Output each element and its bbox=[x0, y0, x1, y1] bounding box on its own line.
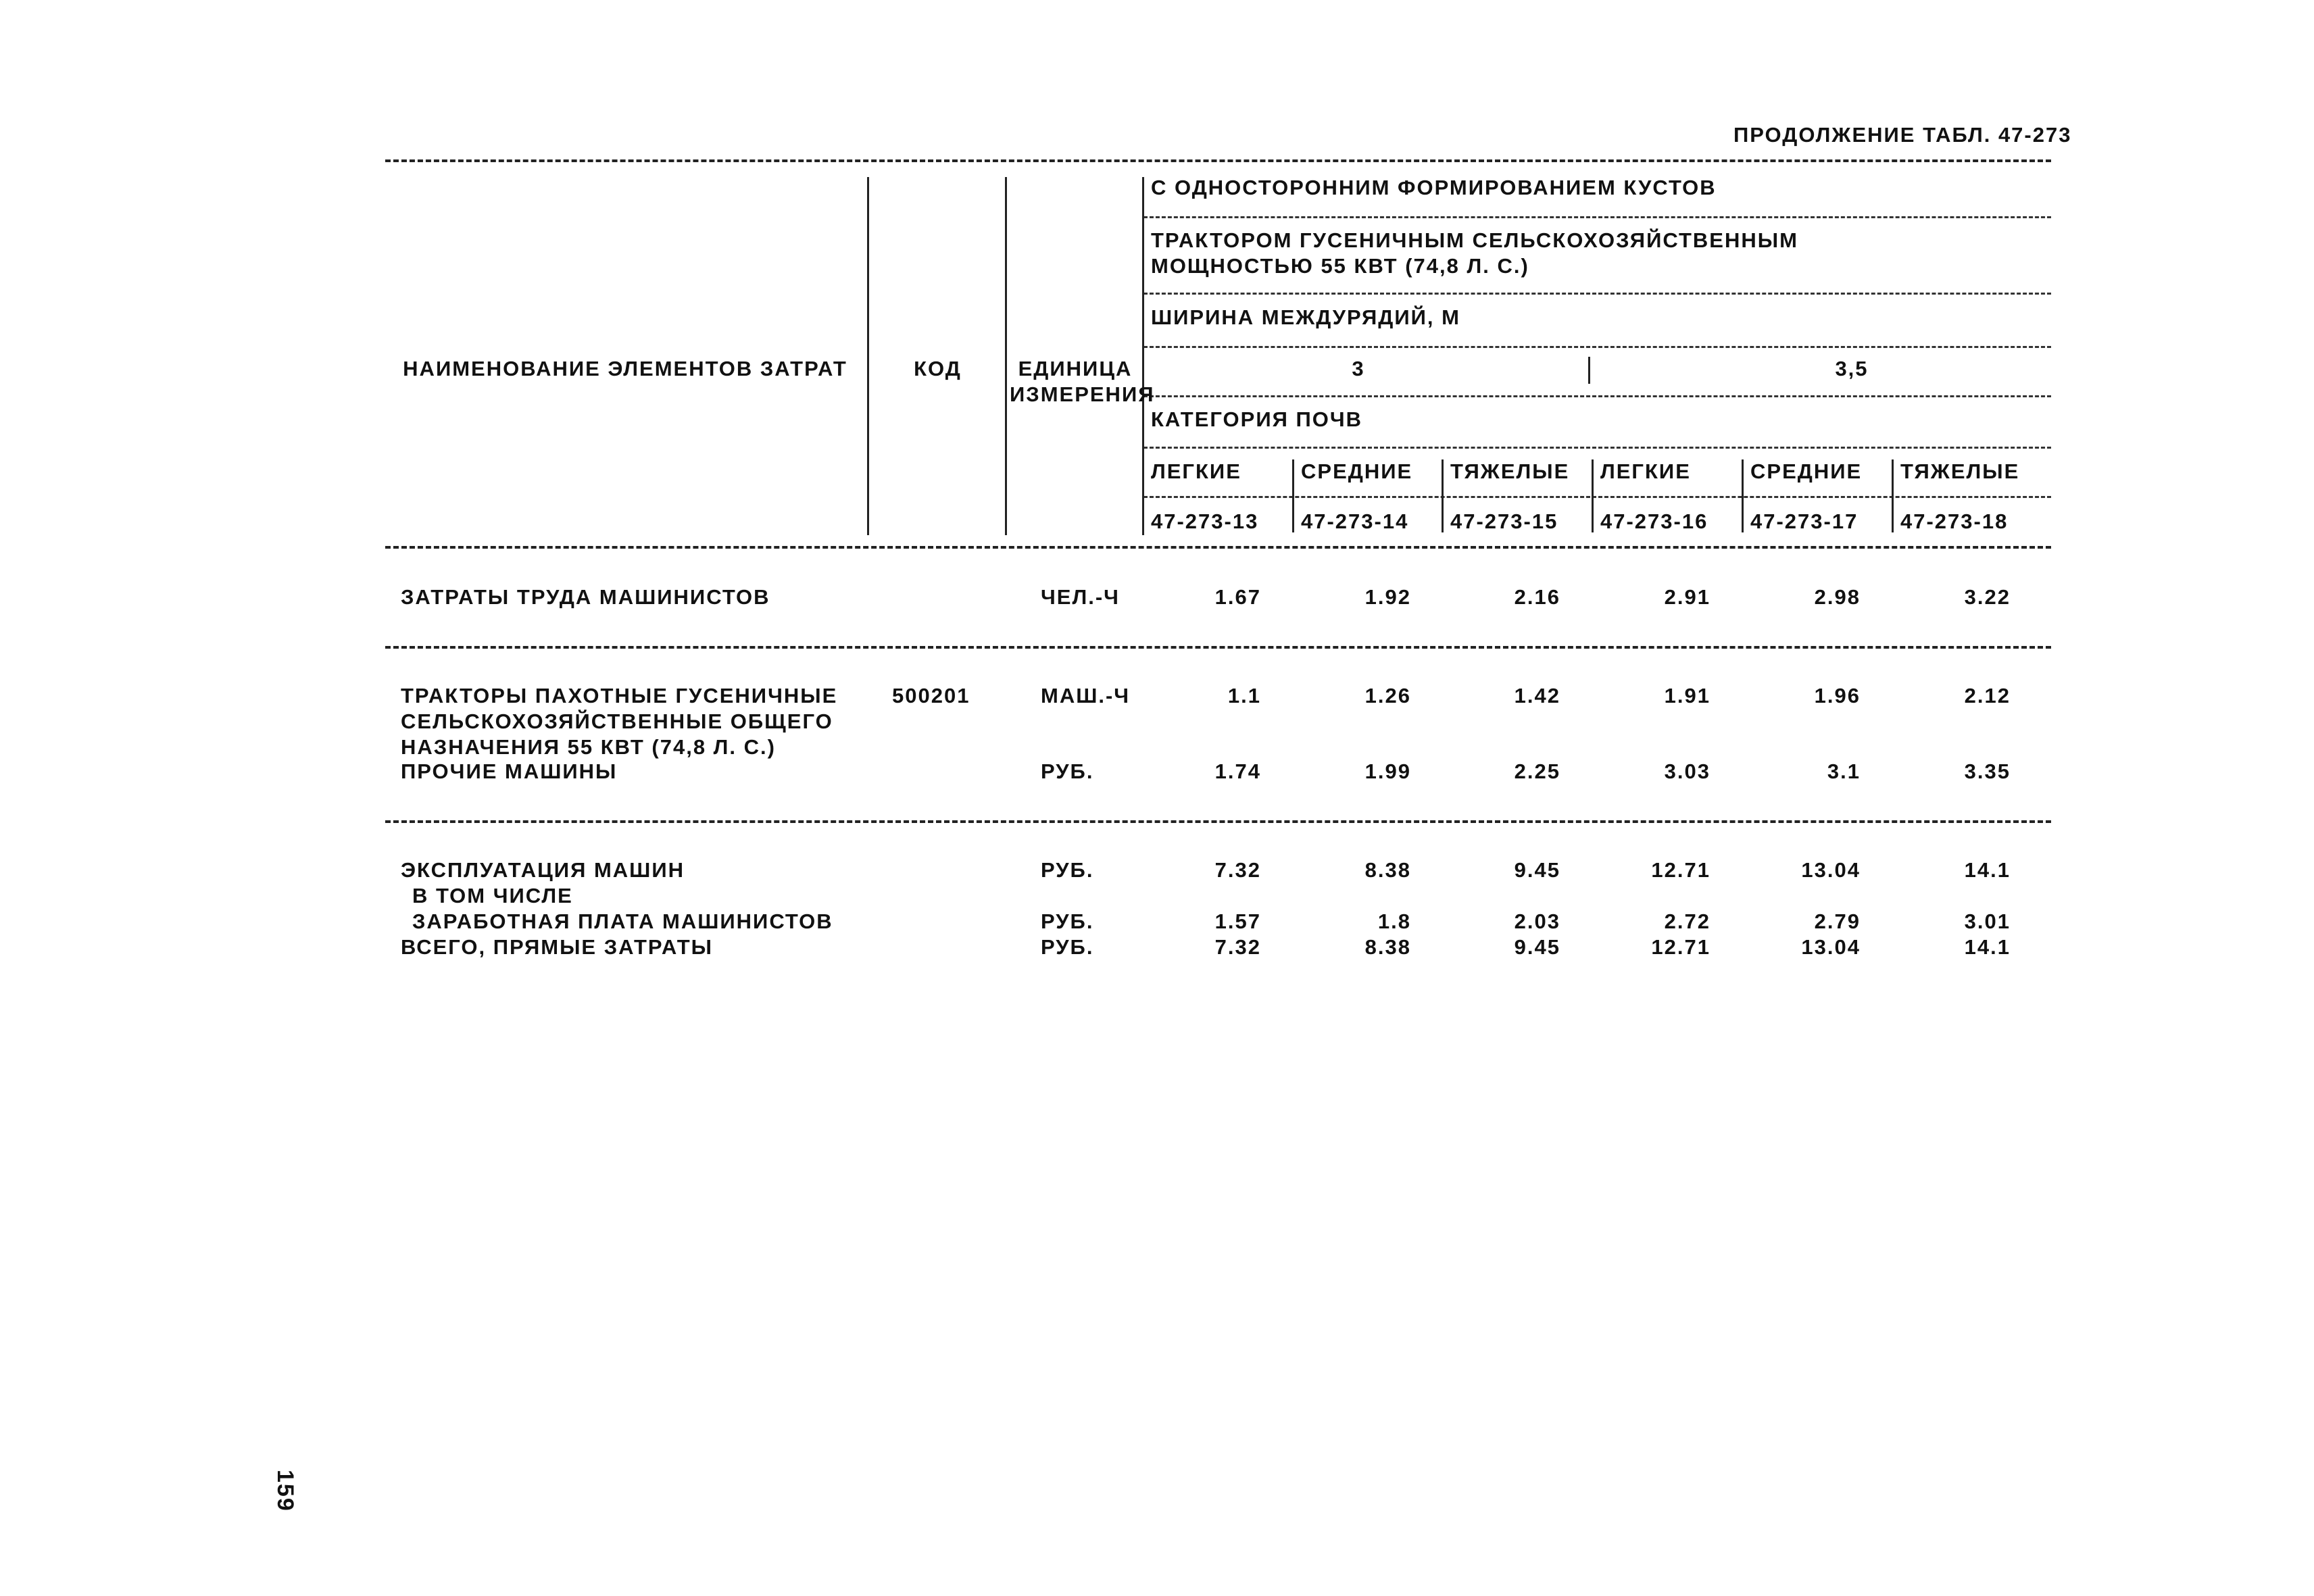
header-code-column: КОД bbox=[914, 357, 962, 380]
row-including-label: В ТОМ ЧИСЛЕ bbox=[412, 884, 573, 907]
header-divider-code bbox=[1005, 177, 1007, 535]
table-cell: 2.16 bbox=[1514, 585, 1560, 609]
soil-light-1: ЛЕГКИЕ bbox=[1151, 459, 1241, 483]
table-cell: 1.74 bbox=[1214, 759, 1261, 783]
header-tractor-line1: ТРАКТОРОМ ГУСЕНИЧНЫМ СЕЛЬСКОХОЗЯЙСТВЕННЫМ bbox=[1151, 228, 1798, 252]
table-cell: 7.32 bbox=[1214, 935, 1261, 959]
table-cell: 13.04 bbox=[1801, 935, 1861, 959]
row-labour-name: ЗАТРАТЫ ТРУДА МАШИНИСТОВ bbox=[401, 585, 770, 609]
soil-divider-5 bbox=[1742, 459, 1744, 532]
row-tractors-unit: МАШ.-Ч bbox=[1041, 684, 1131, 707]
soil-divider-4 bbox=[1592, 459, 1594, 532]
table-cell: 8.38 bbox=[1364, 858, 1411, 882]
table-cell: 1.26 bbox=[1364, 684, 1411, 707]
table-cell: 2.03 bbox=[1514, 909, 1560, 933]
soil-medium-2: СРЕДНИЕ bbox=[1750, 459, 1863, 483]
row-other-machines-unit: РУБ. bbox=[1041, 759, 1094, 783]
soil-medium-1: СРЕДНИЕ bbox=[1301, 459, 1413, 483]
table-cell: 2.12 bbox=[1964, 684, 2011, 707]
table-cell: 3.01 bbox=[1964, 909, 2011, 933]
header-rule-5 bbox=[1143, 447, 2051, 449]
norm-code-14: 47-273-14 bbox=[1301, 509, 1409, 533]
table-cell: 14.1 bbox=[1964, 935, 2011, 959]
table-cell: 1.57 bbox=[1214, 909, 1261, 933]
table-cell: 1.92 bbox=[1364, 585, 1411, 609]
header-rule-4 bbox=[1143, 395, 2051, 397]
table-caption: ПРОДОЛЖЕНИЕ ТАБЛ. 47-273 bbox=[1733, 123, 2072, 147]
header-rule-1 bbox=[1143, 216, 2051, 218]
soil-heavy-1: ТЯЖЕЛЫЕ bbox=[1450, 459, 1570, 483]
table-cell: 2.98 bbox=[1814, 585, 1861, 609]
page-number: 159 bbox=[272, 1470, 298, 1512]
header-rule-3 bbox=[1143, 346, 2051, 348]
table-cell: 3.1 bbox=[1827, 759, 1861, 783]
table-cell: 2.25 bbox=[1514, 759, 1560, 783]
table-cell: 3.03 bbox=[1664, 759, 1710, 783]
header-divider-unit bbox=[1142, 177, 1144, 535]
table-cell: 9.45 bbox=[1514, 935, 1560, 959]
row-wages-name: ЗАРАБОТНАЯ ПЛАТА МАШИНИСТОВ bbox=[412, 909, 833, 933]
header-rule-6 bbox=[1143, 496, 2051, 498]
table-cell: 2.79 bbox=[1814, 909, 1861, 933]
row-machine-operation-unit: РУБ. bbox=[1041, 858, 1094, 882]
table-cell: 9.45 bbox=[1514, 858, 1560, 882]
table-cell: 1.99 bbox=[1364, 759, 1411, 783]
row-tractors-code: 500201 bbox=[892, 684, 970, 707]
soil-light-2: ЛЕГКИЕ bbox=[1600, 459, 1691, 483]
header-divider-name bbox=[867, 177, 869, 535]
header-unit-line2: ИЗМЕРЕНИЯ bbox=[1010, 382, 1155, 406]
row-tractors-name-line2: СЕЛЬСКОХОЗЯЙСТВЕННЫЕ ОБЩЕГО bbox=[401, 709, 833, 733]
table-cell: 12.71 bbox=[1651, 935, 1710, 959]
header-method: С ОДНОСТОРОННИМ ФОРМИРОВАНИЕМ КУСТОВ bbox=[1151, 176, 1717, 199]
norm-code-18: 47-273-18 bbox=[1900, 509, 2009, 533]
section-rule-1 bbox=[385, 646, 2051, 649]
header-soil-label: КАТЕГОРИЯ ПОЧВ bbox=[1151, 407, 1363, 431]
table-cell: 2.72 bbox=[1664, 909, 1710, 933]
row-other-machines-name: ПРОЧИЕ МАШИНЫ bbox=[401, 759, 618, 783]
table-cell: 1.91 bbox=[1664, 684, 1710, 707]
row-tractors-name-line1: ТРАКТОРЫ ПАХОТНЫЕ ГУСЕНИЧНЫЕ bbox=[401, 684, 838, 707]
soil-divider-2 bbox=[1292, 459, 1294, 532]
header-tractor-line2: МОЩНОСТЬЮ 55 КВТ (74,8 Л. С.) bbox=[1151, 254, 1529, 278]
table-cell: 13.04 bbox=[1801, 858, 1861, 882]
table-cell: 7.32 bbox=[1214, 858, 1261, 882]
table-top-rule bbox=[385, 159, 2051, 162]
header-name-column: НАИМЕНОВАНИЕ ЭЛЕМЕНТОВ ЗАТРАТ bbox=[403, 357, 847, 380]
header-bottom-rule bbox=[385, 546, 2051, 549]
header-unit-line1: ЕДИНИЦА bbox=[1018, 357, 1133, 380]
soil-divider-3 bbox=[1442, 459, 1444, 532]
row-wages-unit: РУБ. bbox=[1041, 909, 1094, 933]
header-width-3: 3 bbox=[1352, 357, 1365, 380]
soil-divider-6 bbox=[1892, 459, 1894, 532]
row-labour-unit: ЧЕЛ.-Ч bbox=[1041, 585, 1120, 609]
row-tractors-name-line3: НАЗНАЧЕНИЯ 55 КВТ (74,8 Л. С.) bbox=[401, 735, 776, 759]
norm-code-16: 47-273-16 bbox=[1600, 509, 1708, 533]
table-cell: 8.38 bbox=[1364, 935, 1411, 959]
table-cell: 1.42 bbox=[1514, 684, 1560, 707]
norm-code-15: 47-273-15 bbox=[1450, 509, 1558, 533]
table-cell: 1.1 bbox=[1227, 684, 1261, 707]
soil-heavy-2: ТЯЖЕЛЫЕ bbox=[1900, 459, 2020, 483]
row-machine-operation-name: ЭКСПЛУАТАЦИЯ МАШИН bbox=[401, 858, 685, 882]
width-divider bbox=[1588, 357, 1590, 384]
table-cell: 1.8 bbox=[1377, 909, 1411, 933]
table-cell: 2.91 bbox=[1664, 585, 1710, 609]
table-cell: 12.71 bbox=[1651, 858, 1710, 882]
table-cell: 3.22 bbox=[1964, 585, 2011, 609]
row-total-unit: РУБ. bbox=[1041, 935, 1094, 959]
header-row-width-label: ШИРИНА МЕЖДУРЯДИЙ, М bbox=[1151, 305, 1460, 329]
table-cell: 1.96 bbox=[1814, 684, 1861, 707]
table-cell: 1.67 bbox=[1214, 585, 1261, 609]
table-cell: 3.35 bbox=[1964, 759, 2011, 783]
header-width-3-5: 3,5 bbox=[1835, 357, 1869, 380]
row-total-name: ВСЕГО, ПРЯМЫЕ ЗАТРАТЫ bbox=[401, 935, 713, 959]
norm-code-17: 47-273-17 bbox=[1750, 509, 1858, 533]
header-rule-2 bbox=[1143, 293, 2051, 295]
section-rule-2 bbox=[385, 820, 2051, 823]
table-cell: 14.1 bbox=[1964, 858, 2011, 882]
norm-code-13: 47-273-13 bbox=[1151, 509, 1259, 533]
